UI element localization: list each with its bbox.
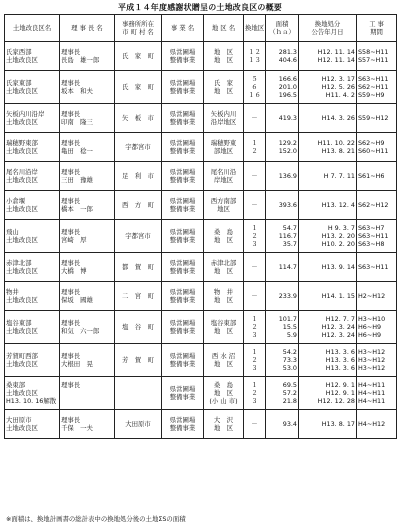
cell-area-size: 136.9 [266, 162, 299, 191]
cell-work-period: S62~H12 [357, 191, 397, 220]
table-row [5, 104, 397, 133]
cell-district-name: 塩谷東部 土地改良区 [5, 311, 60, 344]
cell-business-type: 県営圃場 整備事業 [162, 42, 204, 71]
cell-area-size: 101.7 15.5 5.9 [266, 311, 299, 344]
table-row [5, 42, 397, 71]
cell-business-type: 県営圃場 整備事業 [162, 104, 204, 133]
cell-area-name: 地 区 地 区 [204, 42, 244, 71]
cell-business-type: 県営圃場 整備事業 [162, 162, 204, 191]
cell-office-city: 芳 賀 町 [115, 344, 162, 377]
header-area: 地 区 名 [204, 15, 244, 42]
cell-area-size: 281.3 404.6 [266, 42, 299, 71]
cell-district-number: － [244, 162, 266, 191]
cell-business-type: 県営圃場 整備事業 [162, 410, 204, 439]
table-row [5, 410, 397, 439]
cell-area-name: 物 井 地 区 [204, 282, 244, 311]
cell-area-size: 69.5 57.2 21.8 [266, 377, 299, 410]
cell-area-name: 桑 島 地 区 (小 山 市) [204, 377, 244, 410]
cell-director-name: 理事長 和気 六一郎 [60, 311, 115, 344]
cell-district-number: １ ２ [244, 133, 266, 162]
cell-district-number: － [244, 253, 266, 282]
cell-business-type: 県営圃場 整備事業 [162, 311, 204, 344]
cell-area-name: 矢板内川 沿岸地区 [204, 104, 244, 133]
cell-notice-date: H14. 1. 15 [299, 282, 357, 311]
cell-office-city: 二 宮 町 [115, 282, 162, 311]
cell-area-name: 赤津北部 地 区 [204, 253, 244, 282]
cell-district-name: 瑞穂野東部 土地改良区 [5, 133, 60, 162]
cell-director-name: 理事長 大橋 博 [60, 253, 115, 282]
cell-area-name: 大 沢 地 区 [204, 410, 244, 439]
cell-office-city: 宇都宮市 [115, 220, 162, 253]
cell-director-name: 理事長 坂本 和夫 [60, 71, 115, 104]
cell-business-type: 県営圃場 整備事業 [162, 282, 204, 311]
table-row [5, 282, 397, 311]
cell-area-size: 54.2 73.3 53.0 [266, 344, 299, 377]
cell-office-city: 塩 谷 町 [115, 311, 162, 344]
cell-district-number: １２ １３ [244, 42, 266, 71]
cell-director-name: 理事長 亀田 稔一 [60, 133, 115, 162]
header-entity: 事 業 名 [162, 15, 204, 42]
cell-notice-date: H12. 11. 14 H12. 11. 14 [299, 42, 357, 71]
table-row [5, 253, 397, 282]
table-row [5, 191, 397, 220]
cell-work-period: S62~H9 S60~H11 [357, 133, 397, 162]
cell-notice-date: H 9. 3. 7 H13. 2. 20 H10. 2. 20 [299, 220, 357, 253]
cell-director-name: 理事長 宮崎 厚 [60, 220, 115, 253]
cell-district-number: １ ２ ３ [244, 220, 266, 253]
table-row [5, 162, 397, 191]
cell-work-period: S63~H11 [357, 253, 397, 282]
land-improvement-table [4, 14, 397, 439]
cell-office-city: 氏 家 町 [115, 42, 162, 71]
header-date: 換地処分 公告年月日 [299, 15, 357, 42]
cell-work-period: S63~H11 S62~H11 S59~H9 [357, 71, 397, 104]
cell-director-name: 理事長 [60, 377, 115, 410]
cell-district-name: 芳賀町西部 土地改良区 [5, 344, 60, 377]
cell-work-period: S61~H6 [357, 162, 397, 191]
cell-area-name: 桑 島 地 区 [204, 220, 244, 253]
cell-district-number: － [244, 104, 266, 133]
cell-work-period: H3~H12 H3~H12 H3~H12 [357, 344, 397, 377]
cell-office-city: 都 賀 町 [115, 253, 162, 282]
cell-business-type: 県営圃場 整備事業 [162, 133, 204, 162]
cell-area-size: 54.7 116.7 35.7 [266, 220, 299, 253]
table-header-row [5, 15, 397, 42]
cell-district-name: 赤津北部 土地改良区 [5, 253, 60, 282]
cell-work-period: S58~H11 S57~H11 [357, 42, 397, 71]
header-office: 事務所所在 市 町 村 名 [115, 15, 162, 42]
cell-district-name: 桑東部 土地改良区 H13. 10. 16解散 [5, 377, 60, 410]
cell-director-name: 理事長 長島 雄一郎 [60, 42, 115, 71]
cell-work-period: H2~H12 [357, 282, 397, 311]
cell-work-period: S63~H7 S63~H11 S63~H8 [357, 220, 397, 253]
cell-area-name: 西方南部 地区 [204, 191, 244, 220]
cell-business-type: 県営圃場 整備事業 [162, 377, 204, 410]
cell-director-name: 理事長 橋本 一郎 [60, 191, 115, 220]
cell-area-name: 瑞穂野東 部地区 [204, 133, 244, 162]
cell-district-number: ５ ６ １６ [244, 71, 266, 104]
cell-notice-date: H12. 9. 1 H12. 9. 1 H12. 12. 28 [299, 377, 357, 410]
cell-work-period: S59~H12 [357, 104, 397, 133]
table-row [5, 377, 397, 410]
cell-district-name: 小倉堰 土地改良区 [5, 191, 60, 220]
cell-business-type: 県営圃場 整備事業 [162, 220, 204, 253]
cell-district-number: １ ２ ３ [244, 344, 266, 377]
cell-district-name: 物井 土地改良区 [5, 282, 60, 311]
table-row [5, 133, 397, 162]
cell-area-size: 114.7 [266, 253, 299, 282]
cell-notice-date: H14. 3. 26 [299, 104, 357, 133]
cell-business-type: 県営圃場 整備事業 [162, 191, 204, 220]
cell-notice-date: H11. 10. 22 H13. 8. 21 [299, 133, 357, 162]
table-row [5, 220, 397, 253]
cell-area-name: 尾名川沿 岸地区 [204, 162, 244, 191]
cell-office-city: 大田原市 [115, 410, 162, 439]
cell-office-city: 氏 家 町 [115, 71, 162, 104]
cell-office-city [115, 377, 162, 410]
cell-district-number: １ ２ ３ [244, 377, 266, 410]
cell-notice-date: H13. 9. 14 [299, 253, 357, 282]
cell-area-size: 166.6 201.0 196.5 [266, 71, 299, 104]
header-director: 理 事 長 名 [60, 15, 115, 42]
table-row [5, 71, 397, 104]
cell-area-name: 氏 家 地 区 [204, 71, 244, 104]
cell-director-name: 理事長 大根田 晃 [60, 344, 115, 377]
cell-director-name: 理事長 千保 一夫 [60, 410, 115, 439]
header-area-size: 面積 （ｈａ） [266, 15, 299, 42]
cell-notice-date: H13. 8. 17 [299, 410, 357, 439]
cell-area-size: 393.6 [266, 191, 299, 220]
cell-business-type: 県営圃場 整備事業 [162, 253, 204, 282]
cell-district-name: 飛山 土地改良区 [5, 220, 60, 253]
cell-notice-date: H 7. 7. 11 [299, 162, 357, 191]
cell-district-number: － [244, 410, 266, 439]
cell-office-city: 西 方 町 [115, 191, 162, 220]
cell-director-name: 理事長 保坂 國雄 [60, 282, 115, 311]
cell-district-number: １ ２ ３ [244, 311, 266, 344]
cell-notice-date: H13. 3. 6 H13. 3. 6 H13. 3. 6 [299, 344, 357, 377]
cell-business-type: 県営圃場 整備事業 [162, 344, 204, 377]
cell-area-name: 塩谷東部 地 区 [204, 311, 244, 344]
cell-district-name: 尾名川沿岸 土地改良区 [5, 162, 60, 191]
cell-office-city: 矢 板 市 [115, 104, 162, 133]
cell-district-name: 大田原市 土地改良区 [5, 410, 60, 439]
cell-district-name: 氏家東部 土地改良区 [5, 71, 60, 104]
cell-director-name: 理事長 印南 隆三 [60, 104, 115, 133]
table-body [5, 42, 397, 439]
cell-notice-date: H13. 12. 4 [299, 191, 357, 220]
cell-district-name: 氏家西部 土地改良区 [5, 42, 60, 71]
cell-work-period: H4~H12 [357, 410, 397, 439]
cell-area-size: 93.4 [266, 410, 299, 439]
header-district: 土地改良区名 [5, 15, 60, 42]
page-title: 平成１４年度感謝状贈呈の土地改良区の概要 [118, 3, 282, 12]
cell-work-period: H4~H11 H4~H11 H4~H11 [357, 377, 397, 410]
cell-district-number: － [244, 191, 266, 220]
footnote: ※面積は、換地計画書の総計表中の換地処分後の土地ΣSの面積 [6, 515, 186, 523]
cell-work-period: H3~H10 H6~H9 H6~H9 [357, 311, 397, 344]
header-period: 工 事 期間 [357, 15, 397, 42]
cell-area-size: 129.2 152.0 [266, 133, 299, 162]
cell-notice-date: H12. 7. 7 H12. 3. 24 H12. 3. 24 [299, 311, 357, 344]
cell-director-name: 理事長 三田 豫雄 [60, 162, 115, 191]
cell-district-name: 矢板内川沿岸 土地改良区 [5, 104, 60, 133]
table-row [5, 344, 397, 377]
header-num: 換地区 [244, 15, 266, 42]
cell-business-type: 県営圃場 整備事業 [162, 71, 204, 104]
cell-office-city: 足 利 市 [115, 162, 162, 191]
cell-area-size: 233.9 [266, 282, 299, 311]
cell-office-city: 宇都宮市 [115, 133, 162, 162]
cell-area-size: 419.3 [266, 104, 299, 133]
cell-area-name: 西 水 沼 地 区 [204, 344, 244, 377]
cell-district-number: － [244, 282, 266, 311]
cell-notice-date: H12. 3. 17 H12. 5. 26 H11. 4. 2 [299, 71, 357, 104]
table-row [5, 311, 397, 344]
